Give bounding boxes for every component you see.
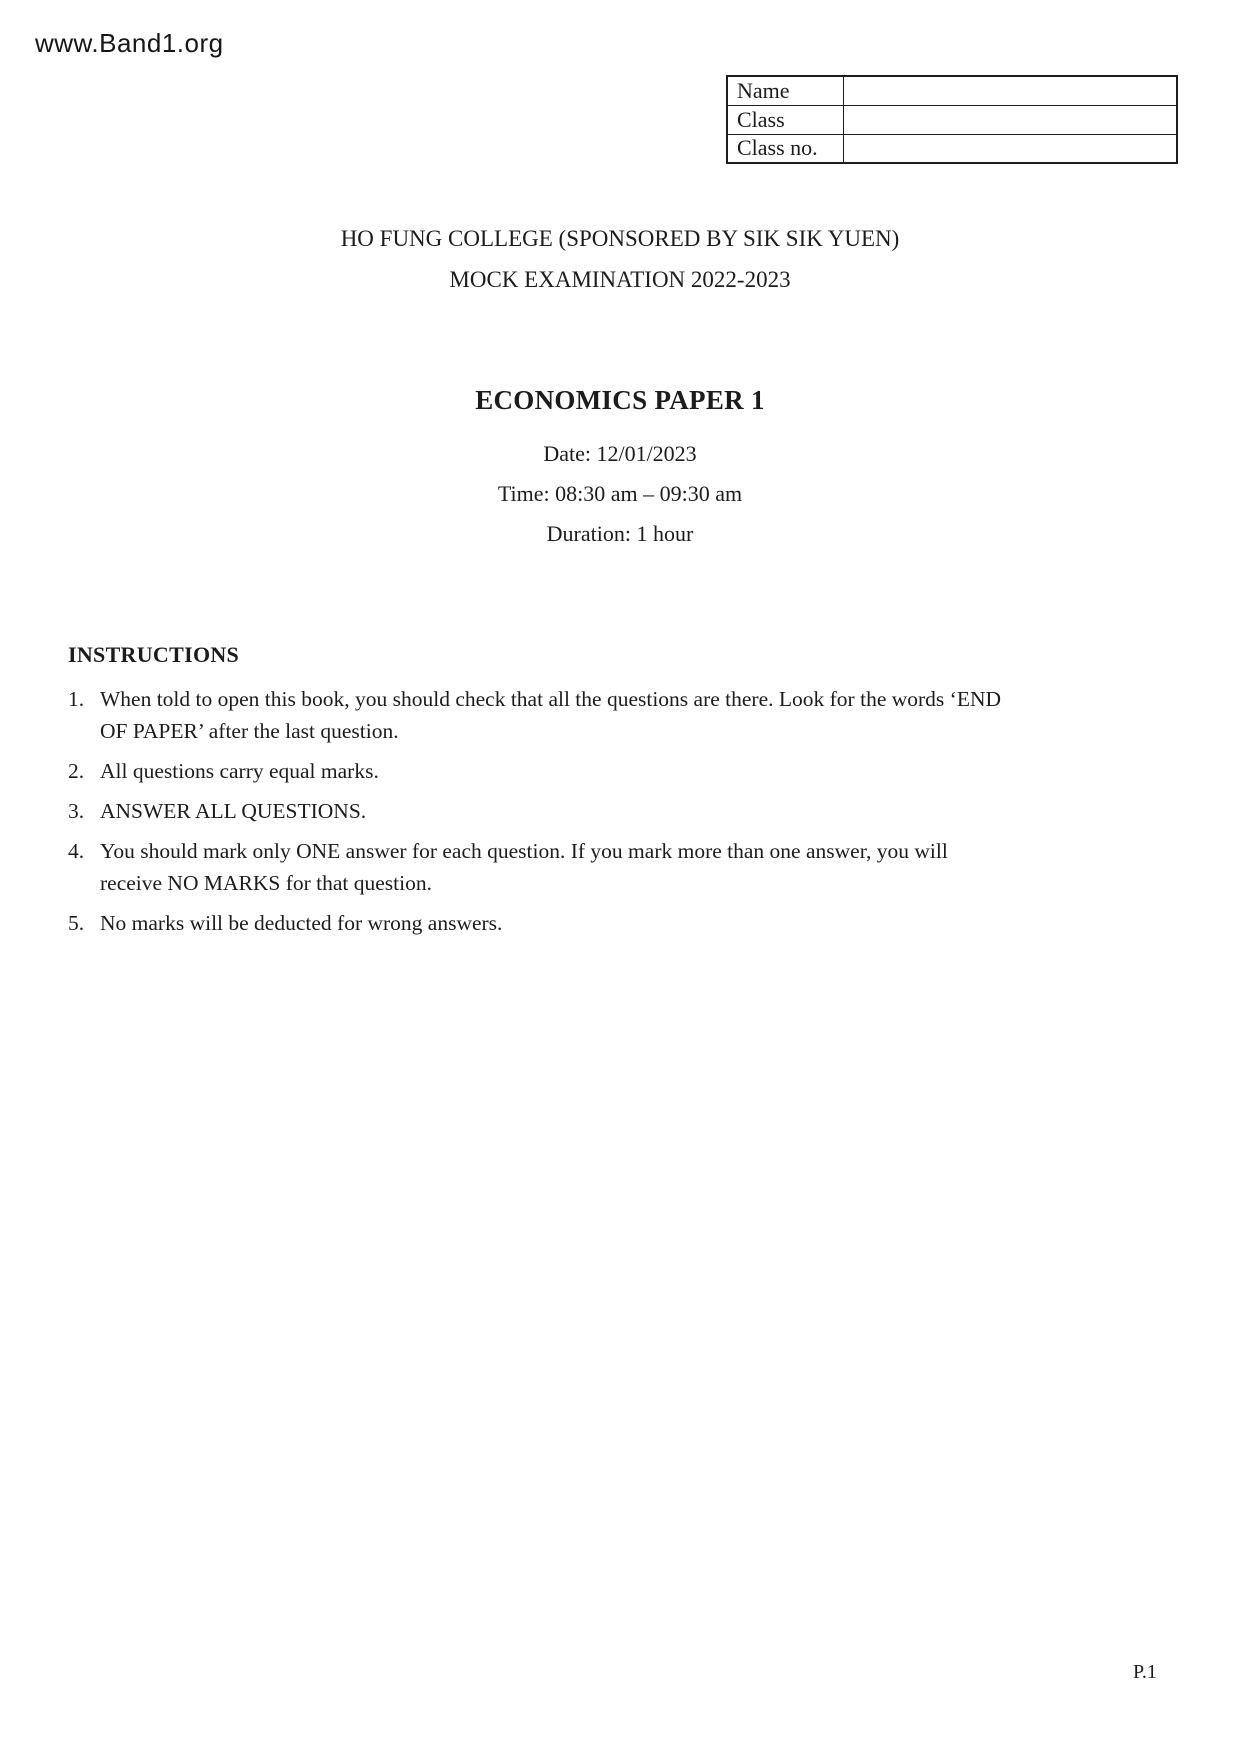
instruction-text-line: receive NO MARKS for that question. xyxy=(100,871,432,895)
school-name: HO FUNG COLLEGE (SPONSORED BY SIK SIK YUEN) xyxy=(340,226,900,251)
paper-duration: Duration: 1 hour xyxy=(546,521,694,546)
name-value-cell xyxy=(844,76,1177,105)
instruction-item-5 xyxy=(68,907,1178,939)
instruction-number: 2. xyxy=(68,759,85,783)
class-value-cell xyxy=(844,105,1177,134)
instruction-text-line: All questions carry equal marks. xyxy=(100,759,379,783)
instruction-text-line: OF PAPER’ after the last question. xyxy=(100,719,399,743)
instruction-item-1 xyxy=(68,683,1178,747)
exam-session: MOCK EXAMINATION 2022-2023 xyxy=(449,267,791,292)
instruction-number: 4. xyxy=(68,839,85,863)
instruction-text xyxy=(100,835,1178,899)
instructions-section xyxy=(68,641,1178,947)
instruction-text xyxy=(100,795,1178,827)
class-no-value-cell xyxy=(844,134,1177,163)
paper-title: ECONOMICS PAPER 1 xyxy=(475,385,765,415)
student-info-table xyxy=(726,75,1178,164)
table-row-class-no xyxy=(727,134,1177,163)
paper-time: Time: 08:30 am – 09:30 am xyxy=(497,481,743,506)
instruction-text xyxy=(100,907,1178,939)
instruction-item-4 xyxy=(68,835,1178,899)
instruction-text xyxy=(100,755,1178,787)
site-watermark: www.Band1.org xyxy=(35,28,224,58)
instruction-text xyxy=(100,683,1178,747)
name-label: Name xyxy=(727,76,844,105)
instruction-item-3 xyxy=(68,795,1178,827)
instruction-text-line: No marks will be deducted for wrong answers. xyxy=(100,911,503,935)
table-row-class xyxy=(727,105,1177,134)
table-row-name xyxy=(727,76,1177,105)
instruction-text-line: ANSWER ALL QUESTIONS. xyxy=(100,799,367,823)
class-label: Class xyxy=(727,105,844,134)
instruction-text-line: When told to open this book, you should check that all the questions are there. Look for the words ‘END xyxy=(100,687,1002,711)
paper-date: Date: 12/01/2023 xyxy=(543,441,697,466)
instruction-number: 5. xyxy=(68,911,85,935)
class-no-label: Class no. xyxy=(727,134,844,163)
instructions-heading: INSTRUCTIONS xyxy=(68,642,240,667)
school-header xyxy=(0,218,1240,300)
page-number: P.1 xyxy=(1133,1661,1157,1683)
instruction-number: 1. xyxy=(68,687,85,711)
paper-title-block xyxy=(0,384,1240,554)
instruction-number: 3. xyxy=(68,799,85,823)
instruction-text-line: You should mark only ONE answer for each question. If you mark more than one answer, you will xyxy=(100,839,948,863)
instruction-item-2 xyxy=(68,755,1178,787)
